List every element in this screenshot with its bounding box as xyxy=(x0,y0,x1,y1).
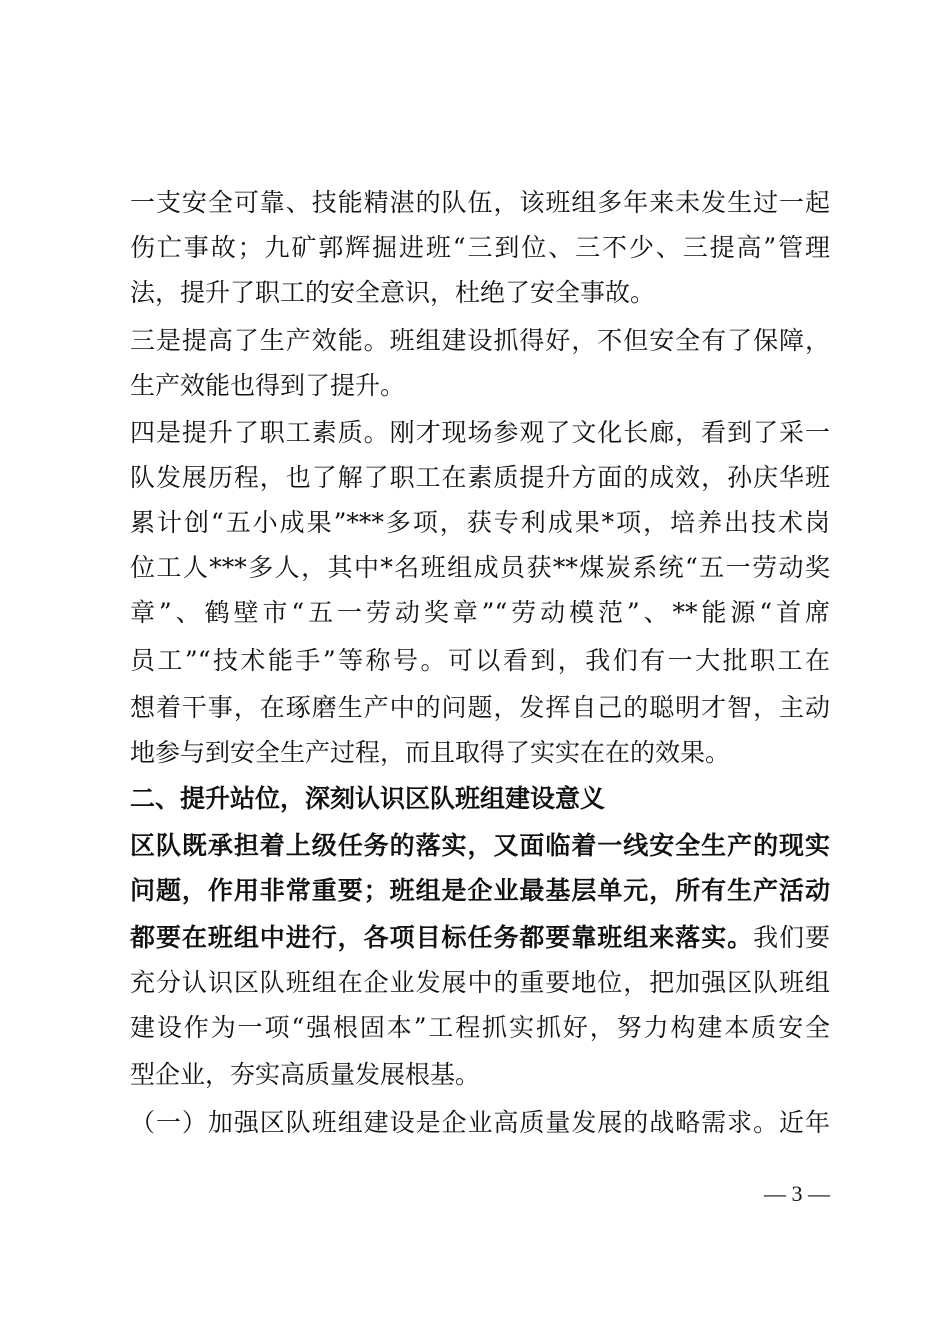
paragraph-line: （一）加强区队班组建设是企业高质量发展的战略需求。近年 xyxy=(130,1108,830,1137)
bold-segment: 都要在班组中进行，各项目标任务都要靠班组来落实。 xyxy=(130,923,754,952)
paragraph-line: 型企业，夯实高质量发展根基。 xyxy=(130,1060,481,1089)
paragraph-line: 法，提升了职工的安全意识，杜绝了安全事故。 xyxy=(130,278,656,307)
bold-paragraph-line: 区队既承担着上级任务的落实，又面临着一线安全生产的现实 xyxy=(130,831,830,860)
paragraph-line: 生产效能也得到了提升。 xyxy=(130,371,406,400)
normal-segment: 我们要 xyxy=(753,923,830,952)
paragraph-line: 一支安全可靠、技能精湛的队伍，该班组多年来未发生过一起 xyxy=(130,188,830,217)
paragraph-line: 四是提升了职工素质。刚才现场参观了文化长廊，看到了采一 xyxy=(130,418,830,447)
paragraph-line: 伤亡事故；九矿郭辉掘进班“三到位、三不少、三提高”管理 xyxy=(130,233,830,262)
section-heading: 二、提升站位，深刻认识区队班组建设意义 xyxy=(130,784,606,813)
paragraph-line: 队发展历程，也了解了职工在素质提升方面的成效，孙庆华班 xyxy=(130,463,830,492)
paragraph-line: 章”、鹤壁市“五一劳动奖章”“劳动模范”、**能源“首席 xyxy=(130,598,830,627)
paragraph-line: 想着干事，在琢磨生产中的问题，发挥自己的聪明才智，主动 xyxy=(130,693,830,722)
mixed-paragraph-line xyxy=(130,915,830,961)
paragraph-line: 充分认识区队班组在企业发展中的重要地位，把加强区队班组 xyxy=(130,968,830,997)
paragraph-line: 位工人***多人，其中*名班组成员获**煤炭系统“五一劳动奖 xyxy=(130,553,830,582)
bold-paragraph-line: 问题，作用非常重要；班组是企业最基层单元，所有生产活动 xyxy=(130,876,830,905)
page-number: — 3 — xyxy=(764,1181,830,1206)
paragraph-line: 员工”“技术能手”等称号。可以看到，我们有一大批职工在 xyxy=(130,646,830,675)
paragraph-line: 地参与到安全生产过程，而且取得了实实在在的效果。 xyxy=(130,738,731,767)
paragraph-line: 建设作为一项“强根固本”工程抓实抓好，努力构建本质安全 xyxy=(130,1013,830,1042)
paragraph-line: 三是提高了生产效能。班组建设抓得好，不但安全有了保障， xyxy=(130,326,830,355)
paragraph-line: 累计创“五小成果”***多项，获专利成果*项，培养出技术岗 xyxy=(130,508,830,537)
